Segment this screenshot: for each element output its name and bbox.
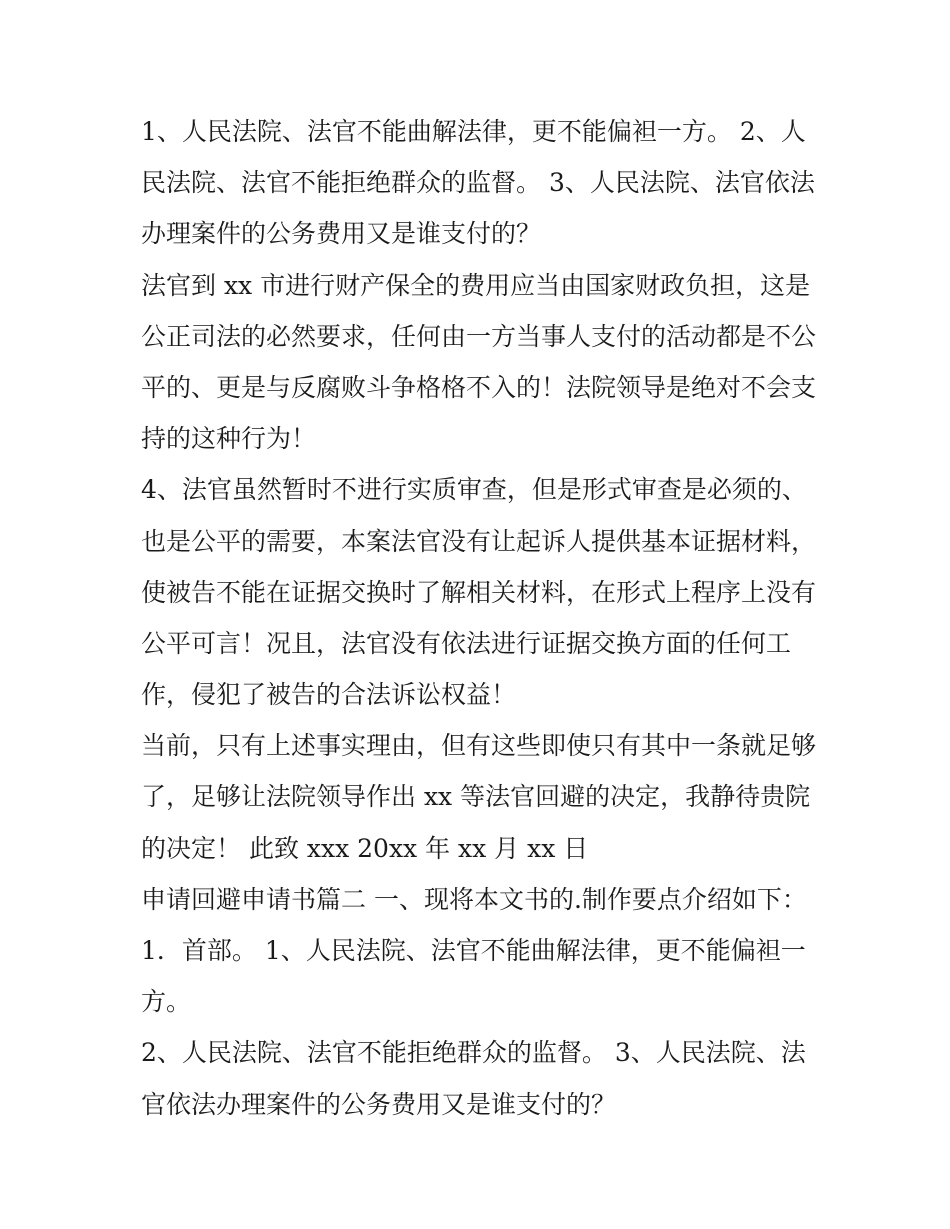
text-line: 官依法办理案件的公务费用又是谁支付的？ bbox=[141, 1089, 617, 1119]
text-line: 当前，只有上述事实理由，但有这些即使只有其中一条就足够 bbox=[141, 731, 817, 761]
text-line: 公正司法的必然要求，任何由一方当事人支付的活动都是不公 bbox=[141, 321, 817, 351]
text-line: 方。 bbox=[141, 987, 192, 1017]
text-line: 1、人民法院、法官不能曲解法律，更不能偏袒一方。 2、人 bbox=[141, 117, 806, 146]
text-line: 也是公平的需要，本案法官没有让起诉人提供基本证据材料， bbox=[141, 526, 817, 556]
text-line: 了，足够让法院领导作出 xx 等法官回避的决定，我静待贵院 bbox=[141, 782, 811, 812]
text-line: 办理案件的公务费用又是谁支付的？ bbox=[141, 219, 542, 249]
text-line: 4、法官虽然暂时不进行实质审查，但是形式审查是必须的、 bbox=[141, 475, 807, 505]
text-line: 使被告不能在证据交换时了解相关材料，在形式上程序上没有 bbox=[141, 577, 817, 607]
text-line: 法官到 xx 市进行财产保全的费用应当由国家财政负担，这是 bbox=[141, 270, 811, 300]
text-line: 的决定！ 此致 xxx 20xx 年 xx 月 xx 日 bbox=[141, 833, 589, 863]
text-line: 作，侵犯了被告的合法诉讼权益！ bbox=[141, 680, 517, 710]
document-body bbox=[141, 106, 821, 1130]
text-line: 申请回避申请书篇二 一、现将本文书的.制作要点介绍如下： bbox=[141, 884, 807, 914]
text-line: 民法院、法官不能拒绝群众的监督。 3、人民法院、法官依法 bbox=[141, 168, 815, 198]
text-line: 1．首部。 1、人民法院、法官不能曲解法律，更不能偏袒一 bbox=[141, 936, 806, 965]
text-line: 持的这种行为！ bbox=[141, 424, 317, 454]
text-line: 2、人民法院、法官不能拒绝群众的监督。 3、人民法院、法 bbox=[141, 1038, 806, 1068]
text-line: 平的、更是与反腐败斗争格格不入的！法院领导是绝对不会支 bbox=[141, 372, 817, 402]
text-line: 公平可言！况且，法官没有依法进行证据交换方面的任何工 bbox=[141, 628, 792, 658]
